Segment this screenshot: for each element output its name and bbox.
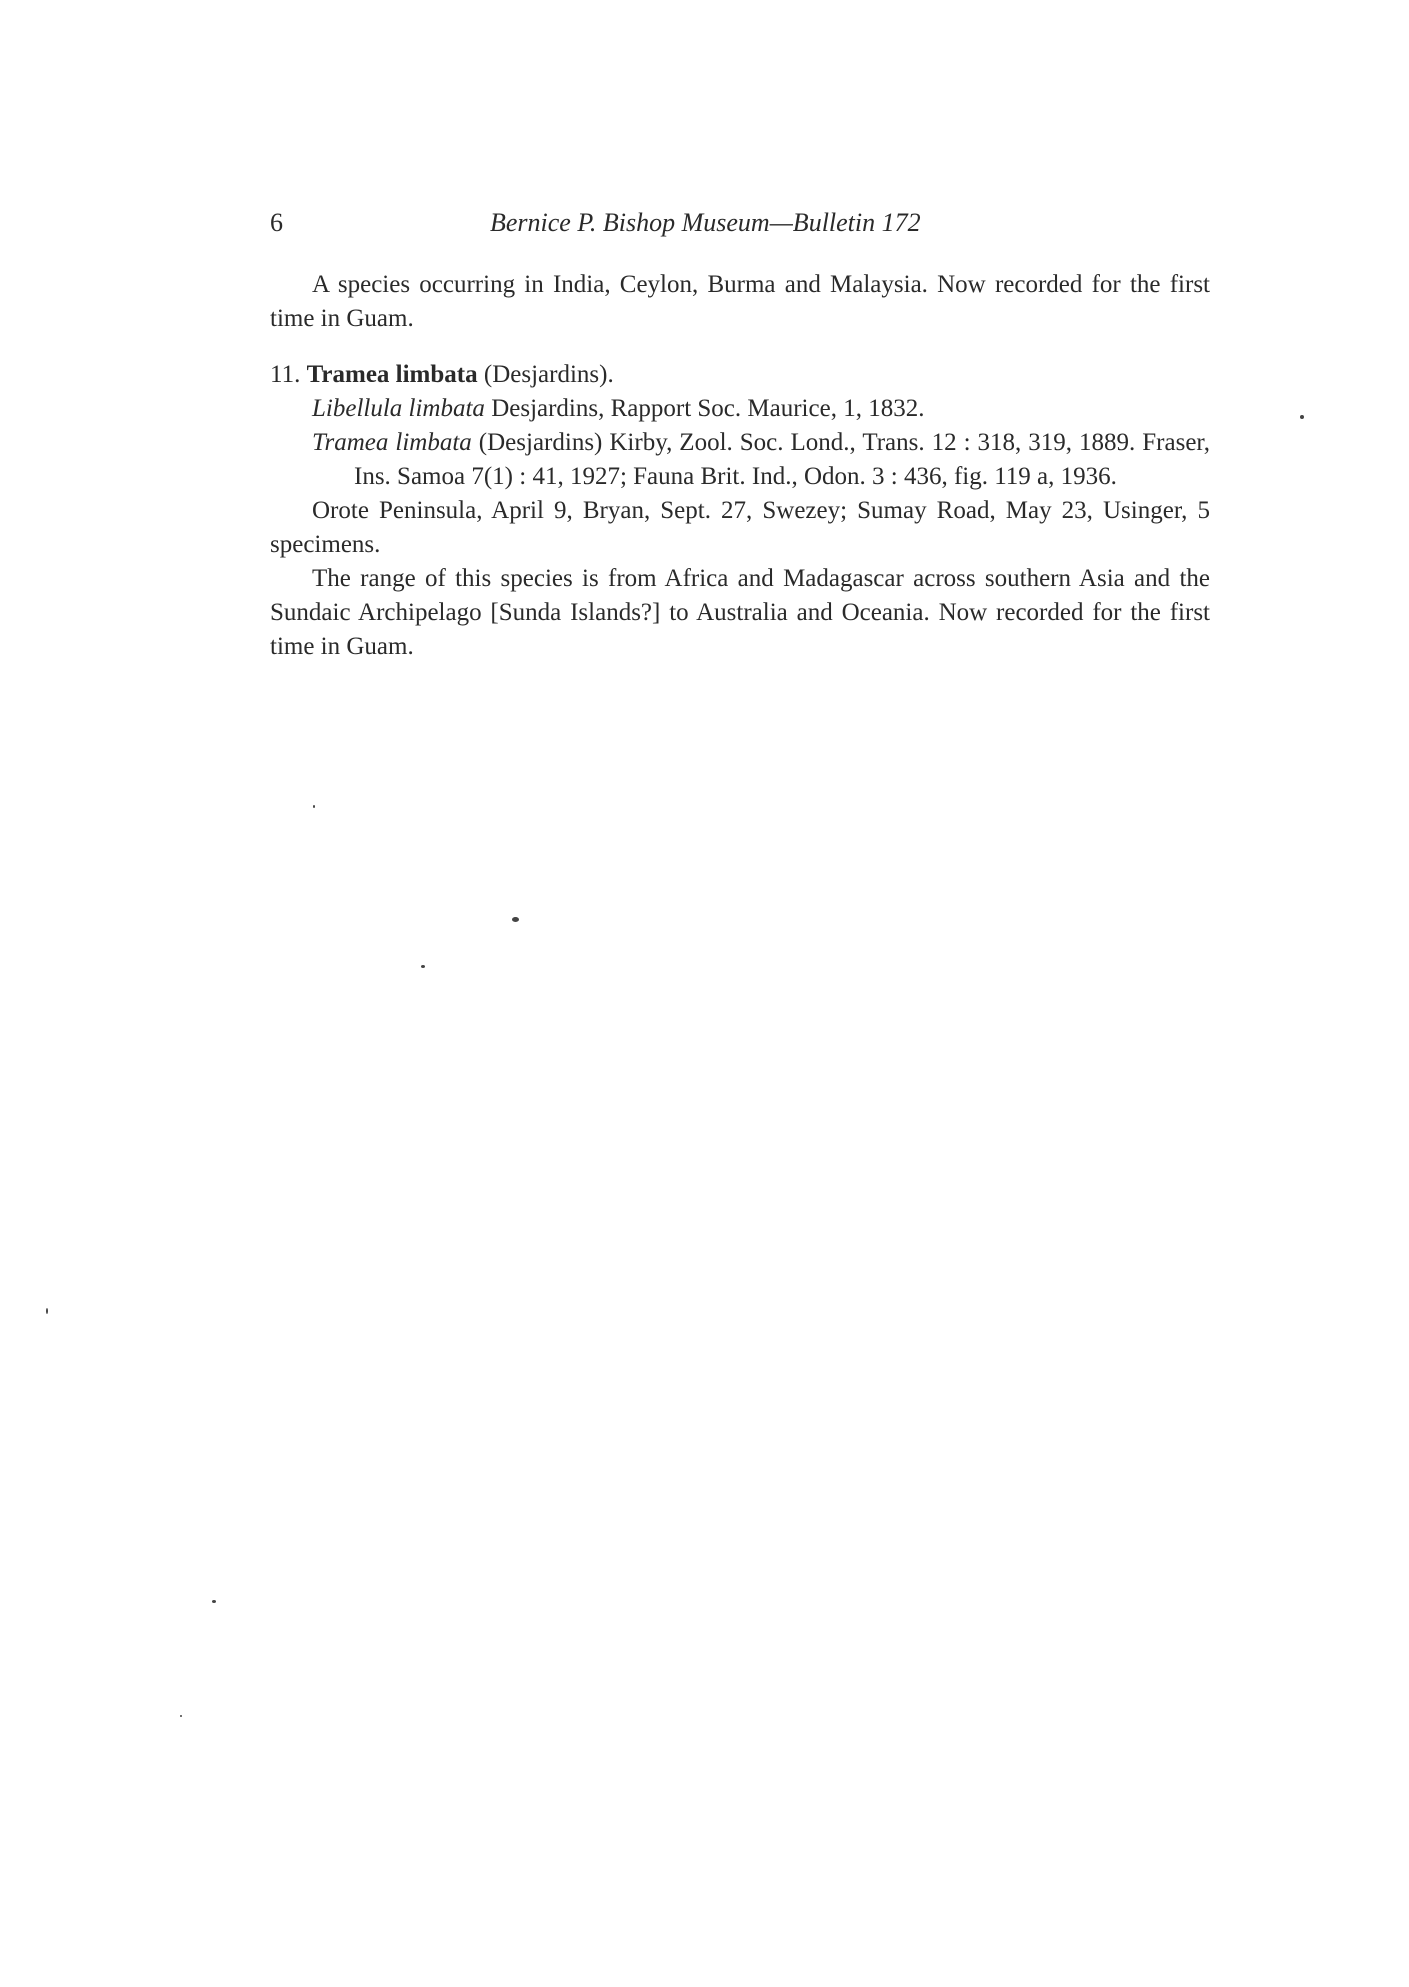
scan-speck bbox=[1300, 415, 1304, 419]
running-head bbox=[270, 200, 1210, 244]
synonym-name: Tramea limbata bbox=[312, 429, 472, 456]
page-number: 6 bbox=[270, 208, 283, 237]
synonym-entry bbox=[270, 392, 1210, 426]
scan-speck bbox=[313, 805, 315, 808]
species-range: The range of this species is from Africa and Madagascar across southern Asia and the Sundaic Archipelago [Sunda Islands?] to Australia and Oceania. Now recorded for the first time in Guam. bbox=[270, 565, 1210, 660]
scan-speck bbox=[180, 1715, 182, 1717]
document-page bbox=[270, 200, 1210, 664]
specimen-records: Orote Peninsula, April 9, Bryan, Sept. 27, Swezey; Sumay Road, May 23, Usinger, 5 specimens. bbox=[270, 497, 1210, 558]
species-name: Tramea limbata bbox=[306, 361, 478, 388]
scan-speck bbox=[421, 965, 425, 968]
species-number: 11. bbox=[270, 361, 301, 388]
species-heading bbox=[270, 358, 1210, 392]
previous-species-distribution: A species occurring in India, Ceylon, Burma and Malaysia. Now recorded for the first time in Guam. bbox=[270, 271, 1210, 332]
synonym-entry bbox=[270, 426, 1210, 494]
journal-title: Bernice P. Bishop Museum—Bulletin 172 bbox=[490, 208, 921, 237]
species-author: (Desjardins). bbox=[483, 361, 614, 388]
synonym-name: Libellula limbata bbox=[312, 395, 485, 422]
scan-speck bbox=[512, 917, 519, 922]
synonym-citation: (Desjardins) Kirby, Zool. Soc. Lond., Trans. 12 : 318, 319, 1889. Fraser, Ins. Samoa 7(1) : 41, 1927; Fauna Brit. Ind., Odon. 3 : 436, fig. 119 a, 1936. bbox=[354, 429, 1211, 490]
scan-speck bbox=[212, 1600, 216, 1603]
scan-speck bbox=[46, 1308, 48, 1314]
synonym-citation: Desjardins, Rapport Soc. Maurice, 1, 1832. bbox=[491, 395, 925, 422]
